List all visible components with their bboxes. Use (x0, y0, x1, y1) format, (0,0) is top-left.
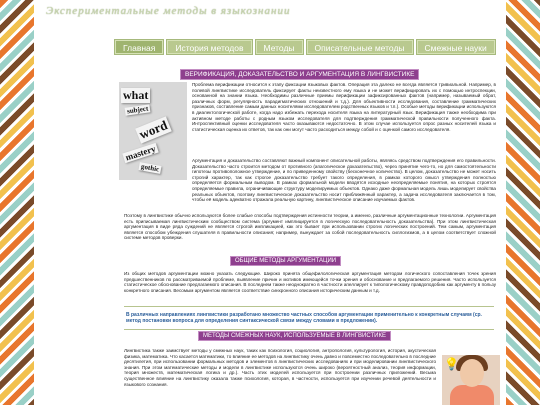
photo-face (460, 359, 484, 387)
nav-item-descriptive-methods[interactable]: Описательные методы (306, 39, 414, 55)
site-title: Экспериментальные методы в языкознании (46, 5, 291, 17)
page (34, 0, 506, 405)
photo-word: word (135, 116, 171, 143)
decorative-stripes-left (0, 0, 34, 405)
paragraph-general-methods: Из общих методов аргументации можно указать следующие. Широко принята общефилологическая аргументация методом логического сопоставления точек зрения предшественников по рассматриваемой проблеме, выявление причин и мотивов имеющейся точки зрения и обоснование и предлагаемого решения. Часто используется статистическое обоснование предлагаемого описания. В последнем также неоднократно в частности апеллирует к типологическому правдоподобию как аргументу в пользу конкретного описания. Весомым аргументом является соответствие синхронного описания историческим данным и т.д. (124, 271, 496, 293)
photo-word: what (123, 88, 149, 102)
photo-word: mastery (124, 143, 157, 163)
highlight-note: В различных направлениях лингвистики разработано множество частных способов аргументации применительно к конкретным случаям (ср. метод постановки вопроса для определения синтаксической связи между словами в предложении). (126, 312, 482, 324)
section-title-general-methods: ОБЩИЕ МЕТОДЫ АРГУМЕНТАЦИИ (230, 256, 341, 266)
divider (124, 306, 494, 307)
paragraph-related-sciences: Лингвистика также заимствует методы у смежных наук, таких как психология, социология, антропология, культурология, история, акустическая физика, математика. Что касается математики, то влияние ее методов на лингвистику очень давно и повсеместно последовательно в последние десятилетия, при использовании формальных методов и элементов в лингвистических исследованиях и при моделировании лингвистического знания. При этом математические методы и модели в лингвистике используются очень широко (вероятностный анализ, теория информации, теория множеств, математическая логика и др.). Часть этих моделей используется при построении различных приложений. Весьма существенное влияние на лингвистику оказала также психология, которая, в частности, используется при изучении речевой деятельности и языкового сознания. (124, 348, 436, 387)
paragraph-verification: Проблема верификации относится к этапу фиксации языковых фактов. Операция эта далеко не всегда является тривиальной. Например, в полевой лингвистике исследователь фиксирует факты неизвестного ему языка и не может верифицировать их с помощью интроспекции, основанной на знании языка. Необходимы различные приемы верификации зафиксированных фактов (например, называемый обрат, различных форм, регулярность парадигматических отношений и т.д.). Для объективности исследования, составление грамматических признаков, составление самым данных носителями исследователем родственных языков и т.п.). Особые методы верификации используются в диалектологической работе, когда надо избежать перехода носителя языка на литературный язык. Верификация также необходима при активном методе работы с родным языком исследователя для подтверждения грамматической правильности полученного факта. Интроспективный оценки исследователя часто оказываются недостаточно. В этом случае используется опрос разных носителей языка и статистическая оценка их ответов, так как они могут часто расходиться между собой и с оценкой самого исследователя. (192, 82, 496, 132)
photo-word: gothic (140, 162, 160, 174)
thinking-girl-photo (442, 355, 500, 405)
divider (124, 329, 494, 330)
decorative-stripes-right (506, 0, 540, 405)
paragraph-argumentation: Аргументация и доказательство составляют важный компонент описательной работы, являясь средством подтверждения его правильности. Доказательство часто строится методом от противного (апагогическое доказательство), через принятие чего-то, но для самостоятельности гипотезы противоположное утверждение, и по приведенному свойству (бесконечное количество). В целом, доказательство не может носить строгий характер, так как строгое доказательство требует такого определения, в рамках которого смысл утверждения полностью определяется формальным выводом. В рамках формальной модели вводятся исходные неопределяемые понятия, на которых строятся определяемые правила, ограничивающие структуру моделируемых объектов. Однако даже формальная модель лишь моделирует свойства реальных объектов, поэтому лингвистическое доказательство носит приближённый характер, а задача исследователя заключается в том, чтобы её модель адекватно отражала реальную картину, лингвистическое описание изучаемых фактов. (192, 158, 496, 203)
nav-item-history[interactable]: История методов (166, 39, 252, 55)
lightbulb-icon: 💡 (444, 357, 459, 371)
site-header (34, 0, 506, 34)
paragraph-weak-methods: Поэтому в лингвистике обычно используются более слабые способы подтверждения истинности теории, а именно, различные аргументационные технологии. Аргументация есть приписываемая лингвистическим сообществом система (аргумент имплицируется в логическую последовательность доказательства). При этом лингвистическая аргументация в виде ряда суждений не является строгой импликацией, как это бывает при использовании строгих логических построений. Тем самым, аргументация является способом убеждения слушателя в правильности описания; например, вынуждает за собой последовательность силлогизмов, а в целом соответствует сложной системе методов проверки. (124, 213, 496, 241)
photo-shirt (450, 385, 494, 405)
section-title-related-sciences: МЕТОДЫ СМЕЖНЫХ НАУК, ИСПОЛЬЗУЕМЫЕ В ЛИНГВИСТИКЕ (198, 331, 391, 341)
section-title-verification: ВЕРИФИКАЦИЯ, ДОКАЗАТЕЛЬСТВО И АРГУМЕНТАЦИЯ В ЛИНГВИСТИКЕ (180, 69, 419, 80)
photo-word: subject (126, 104, 149, 116)
nav-item-methods[interactable]: Методы (255, 39, 304, 55)
nav-item-related-sciences[interactable]: Смежные науки (416, 39, 496, 55)
words-photo (119, 82, 187, 180)
main-nav (114, 39, 494, 55)
nav-item-home[interactable]: Главная (114, 39, 164, 55)
